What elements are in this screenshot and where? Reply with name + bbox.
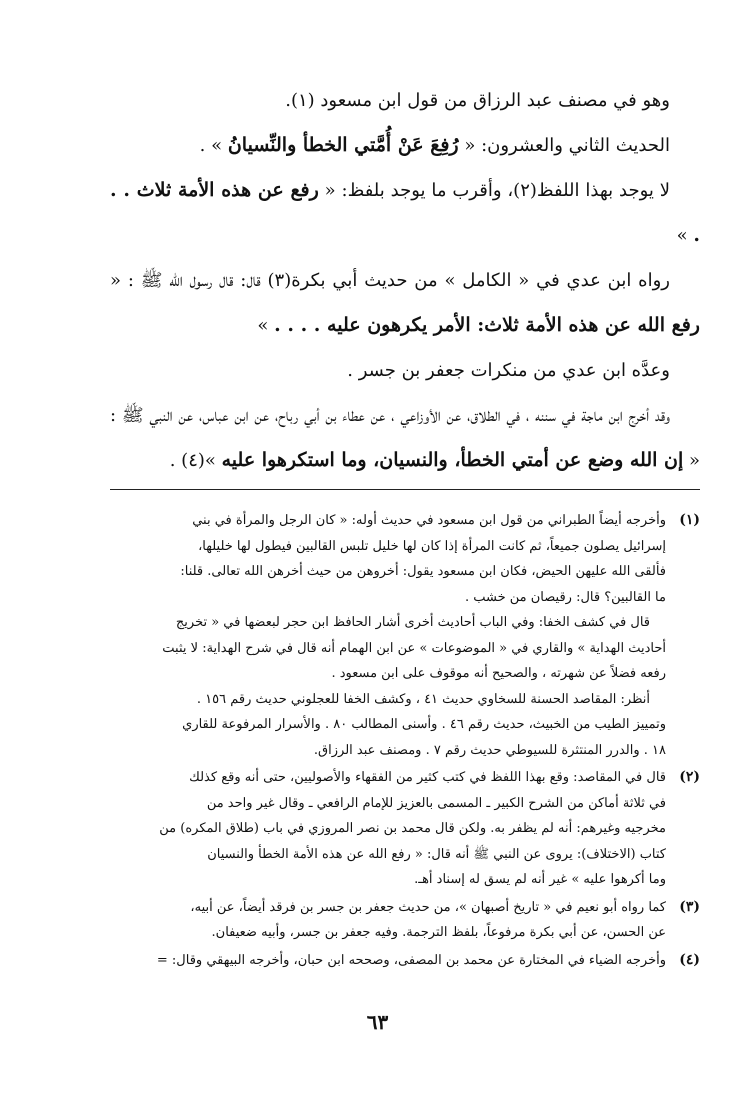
footnote-number: (٢) bbox=[679, 769, 700, 785]
footnote-line: ما القالبين؟ قال: رقيصان من خشب . bbox=[464, 589, 666, 605]
paragraph-3 bbox=[110, 168, 700, 258]
body-text: رواه ابن عدي في « الكامل » من حديث أبي بكرة(٣) قال: قال رسول الله ﷺ : « bbox=[110, 270, 670, 291]
footnote-body bbox=[93, 895, 666, 946]
paragraph-4 bbox=[110, 258, 700, 348]
main-text bbox=[110, 78, 700, 483]
emphasized-text: رفع عن هذه الأمة ثلاث . . . bbox=[110, 179, 700, 246]
body-text: » . bbox=[199, 135, 228, 156]
paragraph-6 bbox=[110, 393, 700, 483]
emphasized-text: رُفِعَ عَنْ أُمَّتي الخطأ والنِّسيانُ bbox=[227, 134, 459, 156]
footnote-number: (٣) bbox=[679, 898, 700, 915]
footnote-line: فألقى الله عليهن الحيض، فكان ابن مسعود يقول: أخروهن من حيث أخرهن الله تعالى. قلنا: bbox=[180, 564, 666, 579]
body-text: »(٤) . bbox=[169, 450, 222, 471]
body-text: » bbox=[257, 315, 275, 336]
footnote-line: وأخرجه أيضاً الطبراني من قول ابن مسعود في حديث أوله: « كان الرجل والمرأة في بني bbox=[192, 513, 666, 528]
footnote-line: مخرجيه وغيرهم: أنه لم يظفر به. ولكن قال محمد بن نصر المروزي في باب (طلاق المكره) من bbox=[159, 821, 666, 836]
footnote-line: ١٨ . والدرر المنتثرة للسيوطي حديث رقم ٧ . ومصنف عبد الرزاق. bbox=[313, 742, 666, 758]
footnote-line: أحاديث الهداية » والقاري في « الموضوعات » عن ابن الهمام أنه قال في شرح الهداية: لا يثبت bbox=[162, 640, 666, 656]
footnote-number: (١) bbox=[679, 512, 700, 528]
footnote-line: عن الحسن، عن أبي بكرة مرفوعاً، بلفظ الترجمة. وفيه جعفر بن جسر، وأبيه ضعيفان. bbox=[211, 925, 666, 940]
body-text: وقد أخرج ابن ماجة في سننه ، في الطلاق، عن الأوزاعي ، عن عطاء بن أبي رباح، عن ابن عباس، عن النبي ﷺ : « bbox=[110, 405, 700, 471]
footnote-line: قال في كشف الخفا: وفي الباب أحاديث أخرى أشار الحافظ ابن حجر لبعضها في « تخريج bbox=[175, 615, 650, 630]
footnote-body bbox=[93, 765, 666, 893]
footnote-divider bbox=[110, 489, 700, 490]
body-text: وهو في مصنف عبد الرزاق من قول ابن مسعود (١). bbox=[285, 90, 670, 111]
footnote-3 bbox=[93, 895, 700, 946]
body-text: لا يوجد بهذا اللفظ(٢)، وأقرب ما يوجد بلفظ: « bbox=[318, 180, 670, 201]
footnote-line: كما رواه أبو نعيم في « تاريخ أصبهان »، من حديث جعفر بن جسر بن فرقد أيضاً، عن أبيه، bbox=[190, 899, 666, 915]
footnote-line: كتاب (الاختلاف): يروى عن النبي ﷺ أنه قال: « رفع الله عن هذه الأمة الخطأ والنسيان bbox=[207, 846, 666, 862]
footnotes bbox=[93, 508, 700, 975]
emphasized-text: رفع الله عن هذه الأمة ثلاث: الأمر يكرهون عليه . . . . bbox=[274, 314, 700, 336]
footnote-line: قال في المقاصد: وقع بهذا اللفظ في كتب كثير من الفقهاء والأصوليين، حتى أنه وقع كذلك bbox=[189, 770, 666, 785]
footnote-body bbox=[93, 948, 666, 974]
paragraph-1 bbox=[110, 78, 700, 123]
footnote-body bbox=[93, 508, 666, 763]
footnote-line: في ثلاثة أماكن من الشرح الكبير ـ المسمى بالعزيز للإمام الرافعي ـ وقال غير واحد من bbox=[206, 795, 666, 811]
footnote-1 bbox=[93, 508, 700, 763]
paragraph-2 bbox=[110, 123, 700, 168]
footnote-line: إسرائيل يصلون جميعاً، ثم كانت المرأة إذا كان لها خليل تلبس القالبين فيطول لها خليلها، bbox=[198, 538, 666, 554]
page-number: ٦٣ bbox=[366, 1010, 389, 1034]
footnote-number: (٤) bbox=[679, 951, 700, 968]
footnote-4 bbox=[93, 948, 700, 974]
footnote-line: أنظر: المقاصد الحسنة للسخاوي حديث ٤١ ، وكشف الخفا للعجلوني حديث رقم ١٥٦ . bbox=[196, 691, 650, 707]
footnote-line: وما أكرهوا عليه » غير أنه لم يسق له إسناد أهـ. bbox=[414, 872, 666, 887]
body-text: » bbox=[676, 225, 694, 246]
footnote-line: رفعه فضلاً عن شهرته ، والصحيح أنه موقوف على ابن مسعود . bbox=[331, 666, 666, 681]
body-text: الحديث الثاني والعشرون: « bbox=[458, 135, 670, 156]
footnote-line: وتمييز الطيب من الخبيث، حديث رقم ٤٦ . وأسنى المطالب ٨٠ . والأسرار المرفوعة للقاري bbox=[182, 717, 666, 732]
footnote-2 bbox=[93, 765, 700, 893]
footnote-line: وأخرجه الضياء في المختارة عن محمد بن المصفى، وصححه ابن حبان، وأخرجه البيهقي وقال: = bbox=[156, 952, 666, 968]
body-text: وعدَّه ابن عدي من منكرات جعفر بن جسر . bbox=[347, 360, 670, 381]
paragraph-5 bbox=[110, 348, 700, 393]
emphasized-text: إن الله وضع عن أمتي الخطأ، والنسيان، وما استكرهوا عليه bbox=[221, 449, 684, 471]
